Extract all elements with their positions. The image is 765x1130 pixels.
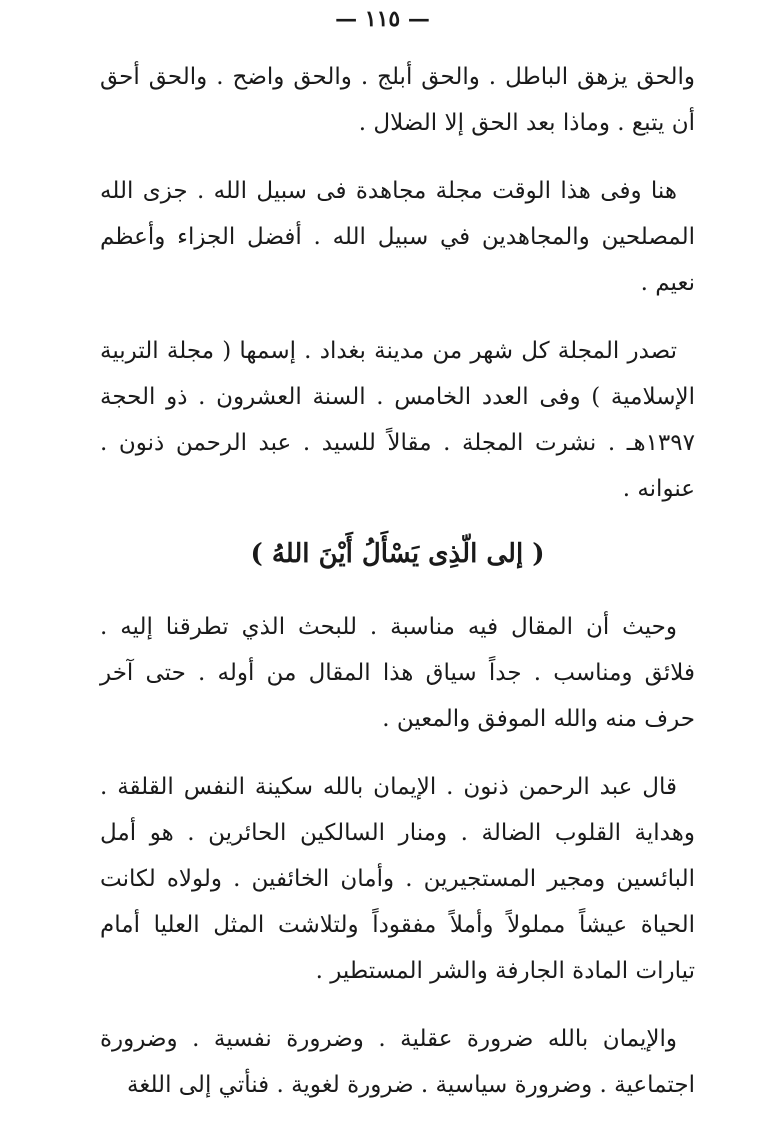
paragraph-truth: والحق يزهق الباطل . والحق أبلج . والحق واضح . والحق أحق أن يتبع . وماذا بعد الحق إلا الضلال .	[100, 64, 695, 136]
paragraph-magazine-praise: هنا وفى هذا الوقت مجلة مجاهدة فى سبيل الله . جزى الله المصلحين والمجاهدين في سبيل الله . أفضل الجزاء وأعظم نعيم .	[100, 178, 695, 296]
page-number: — ١١٥ —	[335, 6, 430, 32]
page-body	[100, 54, 695, 1130]
paragraph-magazine-info: تصدر المجلة كل شهر من مدينة بغداد . إسمها ( مجلة التربية الإسلامية ) وفى العدد الخامس . السنة العشرون . ذو الحجة ١٣٩٧هـ . نشرت المجلة . مقالاً للسيد . عبد الرحمن ذنون . عنوانه .	[100, 338, 695, 502]
paragraph-faith-necessity: والإيمان بالله ضرورة عقلية . وضرورة نفسية . وضرورة اجتماعية . وضرورة سياسية . ضرورة لغوية . فنأتي إلى اللغة	[100, 1026, 695, 1098]
paragraph-article-intro: وحيث أن المقال فيه مناسبة . للبحث الذي تطرقنا إليه . فلائق ومناسب . جداً سياق هذا المقال من أوله . حتى آخر حرف منه والله الموفق والمعين .	[100, 614, 695, 732]
article-heading: ( إلى الّذِى يَسْأَلُ أَيْنَ اللهُ )	[250, 539, 545, 569]
paragraph-faith-quote: قال عبد الرحمن ذنون . الإيمان بالله سكينة النفس القلقة . وهداية القلوب الضالة . ومنار السالكين الحائرين . هو أمل البائسين ومجير المستجيرين . وأمان الخائفين . ولولاه لكانت الحياة عيشاً مملولاً وأملاً مفقوداً ولتلاشت المثل العليا أمام تيارات المادة الجارفة والشر المستطير .	[100, 774, 695, 984]
